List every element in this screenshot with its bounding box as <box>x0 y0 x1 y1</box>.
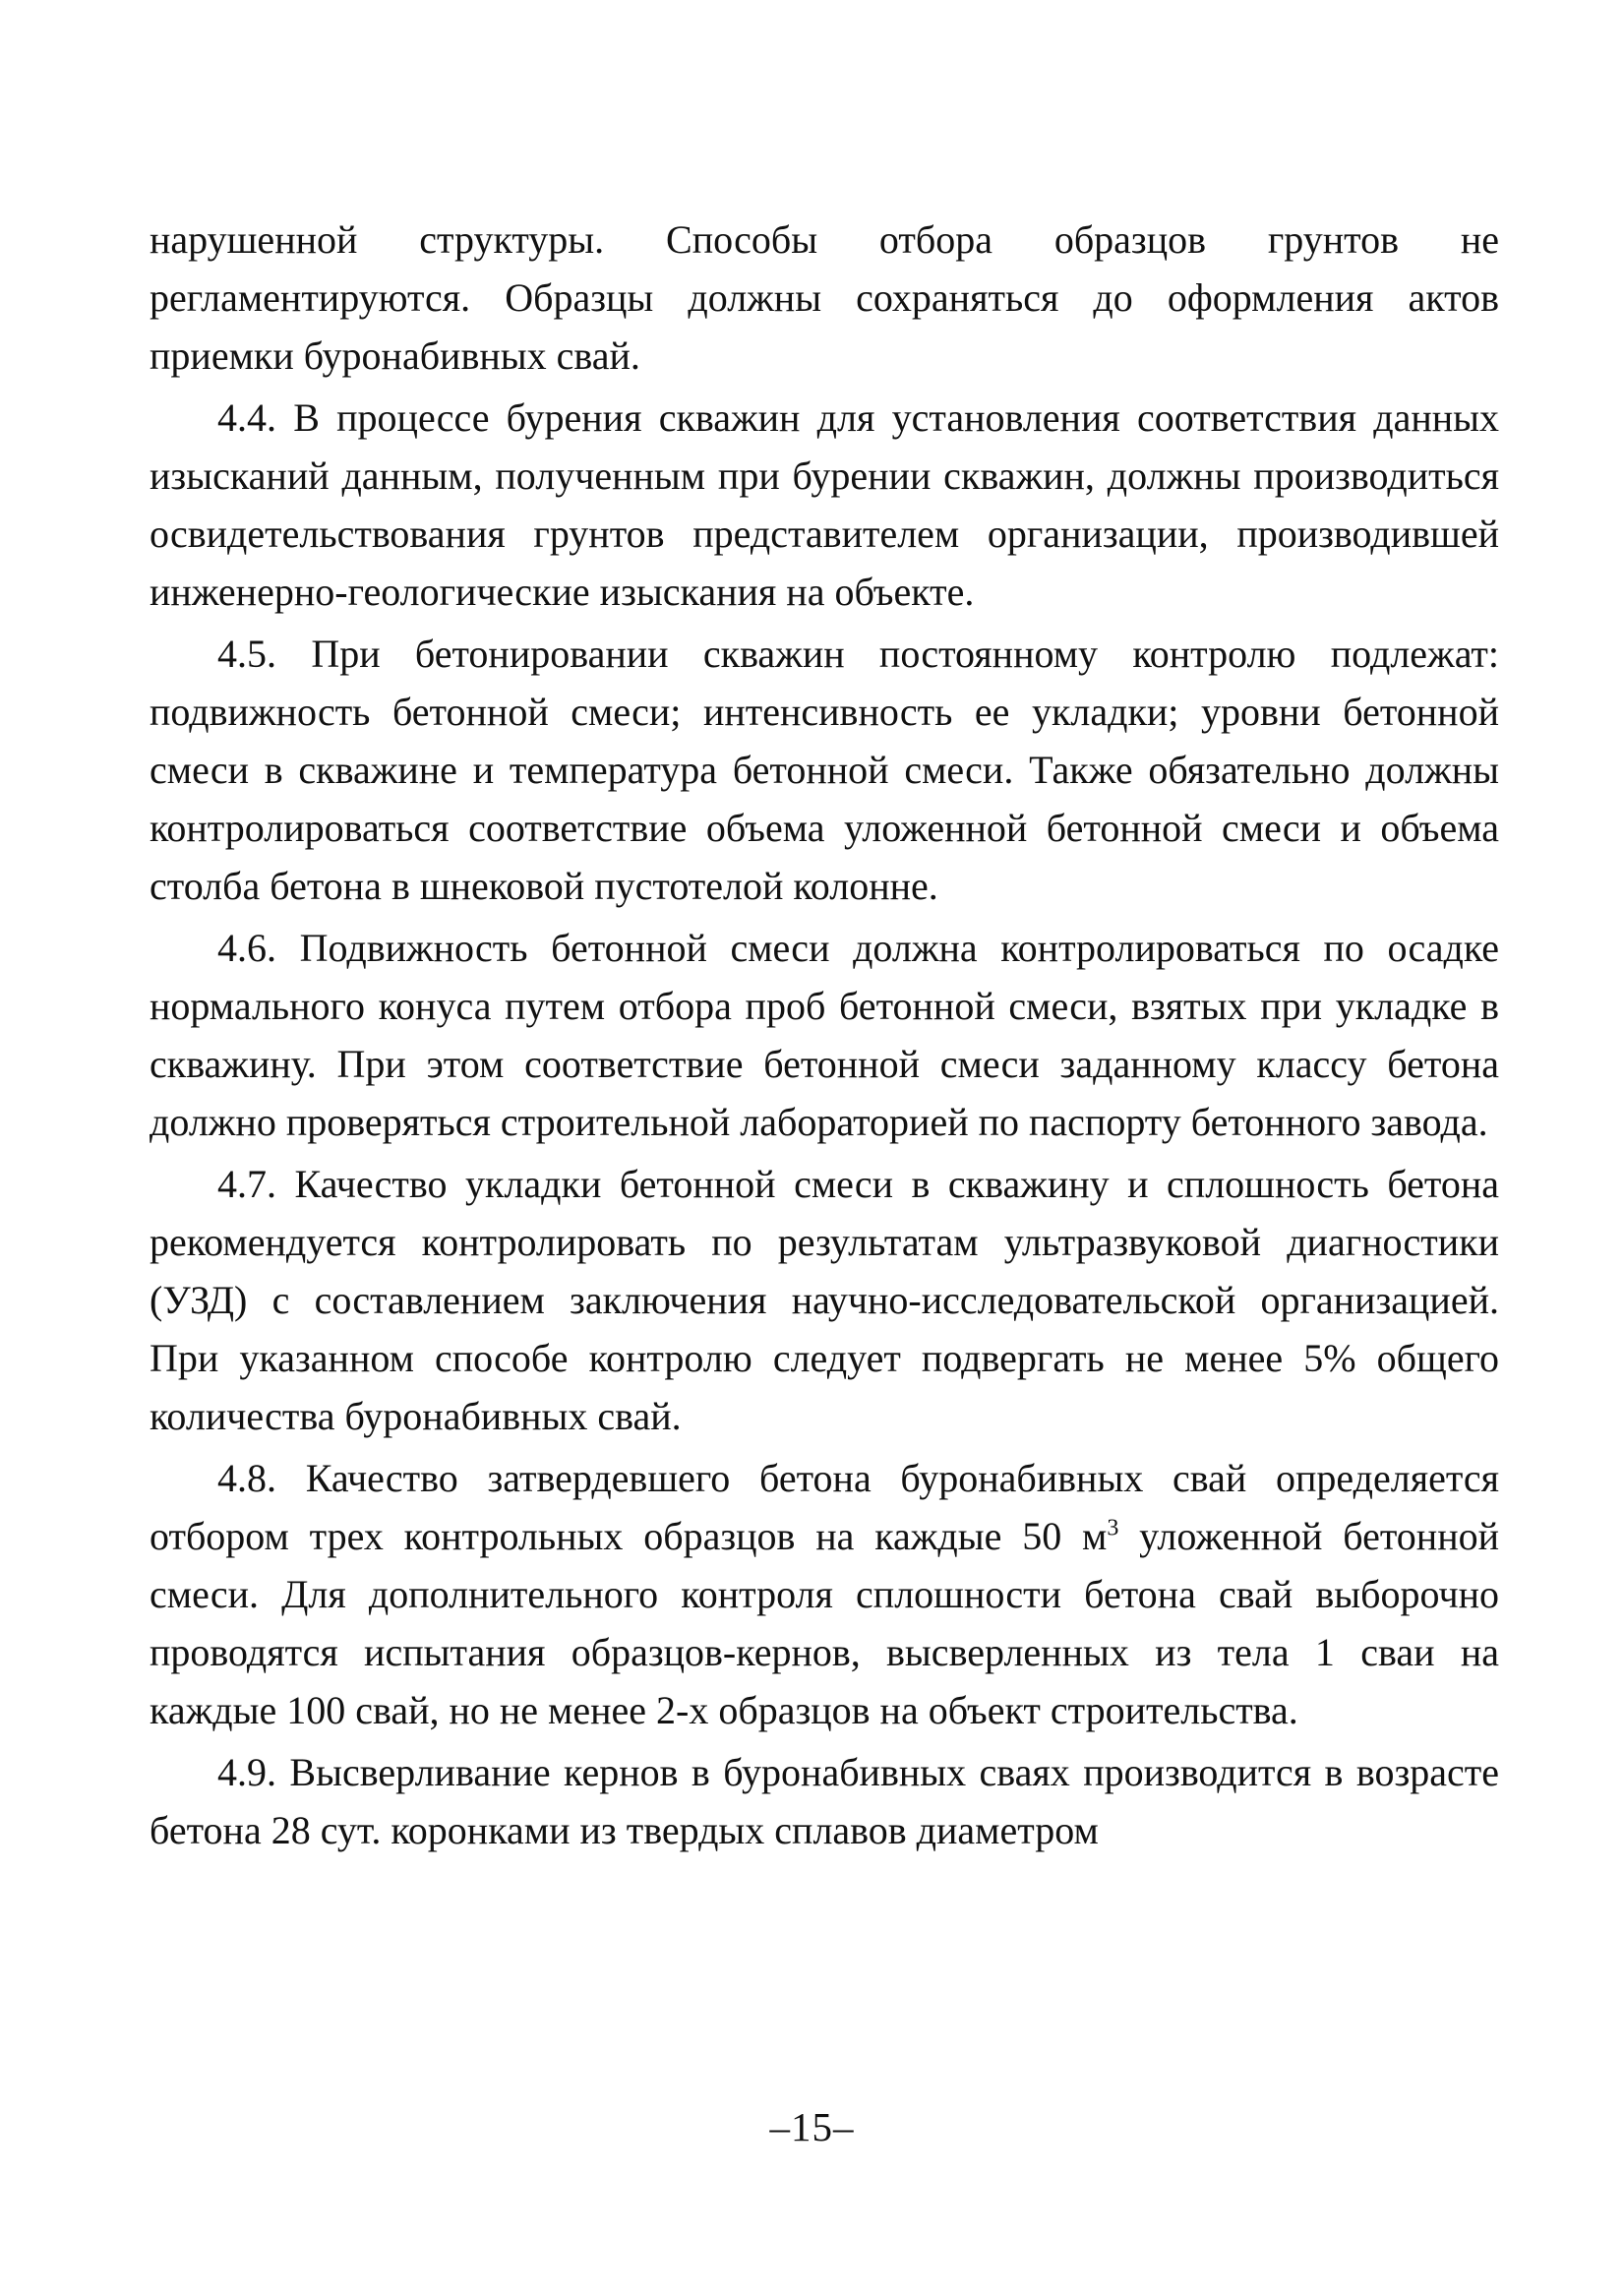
paragraph-number: 4.6. <box>217 926 276 970</box>
paragraph-4-8 <box>150 1449 1499 1739</box>
paragraph-text: Качество укладки бетонной смеси в скважину и сплошность бетона рекомендуется контролировать по результатам ультразвуковой диагностики (УЗД) с составлением заключения научно-исследовательской организацией. При указанном способе контролю следует подвергать не менее 5% общего количества буронабивных свай. <box>150 1162 1500 1438</box>
paragraph-text-after: уложенной бетонной смеси. Для дополнительного контроля сплошности бетона свай выборочно проводятся испытания образцов-кернов, высверленных из тела 1 сваи на каждые 100 свай, но не менее 2-х образцов на объект строительства. <box>150 1514 1500 1732</box>
paragraph-number: 4.4. <box>217 395 276 440</box>
paragraph-number: 4.9. <box>217 1750 276 1794</box>
paragraph-4-4 <box>150 389 1499 621</box>
paragraph-number: 4.5. <box>217 632 276 676</box>
paragraph-text: Подвижность бетонной смеси должна контролироваться по осадке нормального конуса путем отбора проб бетонной смеси, взятых при укладке в скважину. При этом соответствие бетонной смеси заданному классу бетона должно проверяться строительной лабораторией по паспорту бетонного завода. <box>150 926 1500 1144</box>
paragraph-text: Высверливание кернов в буронабивных сваях производится в возрасте бетона 28 сут. коронками из твердых сплавов диаметром <box>150 1750 1500 1852</box>
paragraph-4-7 <box>150 1155 1499 1445</box>
paragraph-text: В процессе бурения скважин для установления соответствия данных изысканий данным, полученным при бурении скважин, должны производиться освидетельствования грунтов представителем организации, производившей инженерно-геологические изыскания на объекте. <box>150 395 1500 614</box>
cubic-superscript: 3 <box>1107 1515 1119 1541</box>
paragraph-text: нарушенной структуры. Способы отбора образцов грунтов не регламентируются. Образцы должны сохраняться до оформления актов приемки буронабивных свай. <box>150 217 1499 378</box>
paragraph-text: При бетонировании скважин постоянному контролю подлежат: подвижность бетонной смеси; интенсивность ее укладки; уровни бетонной смеси в скважине и температура бетонной смеси. Также обязательно должны контролироваться соответствие объема уложенной бетонной смеси и объема столба бетона в шнековой пустотелой колонне. <box>150 632 1500 908</box>
paragraph-4-9 <box>150 1743 1499 1859</box>
paragraph-number: 4.8. <box>217 1456 276 1500</box>
paragraph-number: 4.7. <box>217 1162 276 1206</box>
paragraph-4-6 <box>150 919 1499 1151</box>
document-body <box>150 211 1499 1863</box>
paragraph-continuation <box>150 211 1499 385</box>
paragraph-4-5 <box>150 625 1499 915</box>
page-number: –15– <box>769 2104 855 2149</box>
paragraph-text-before: Качество затвердевшего бетона буронабивных свай определяется отбором трех контрольных образцов на каждые 50 м <box>150 1456 1499 1558</box>
